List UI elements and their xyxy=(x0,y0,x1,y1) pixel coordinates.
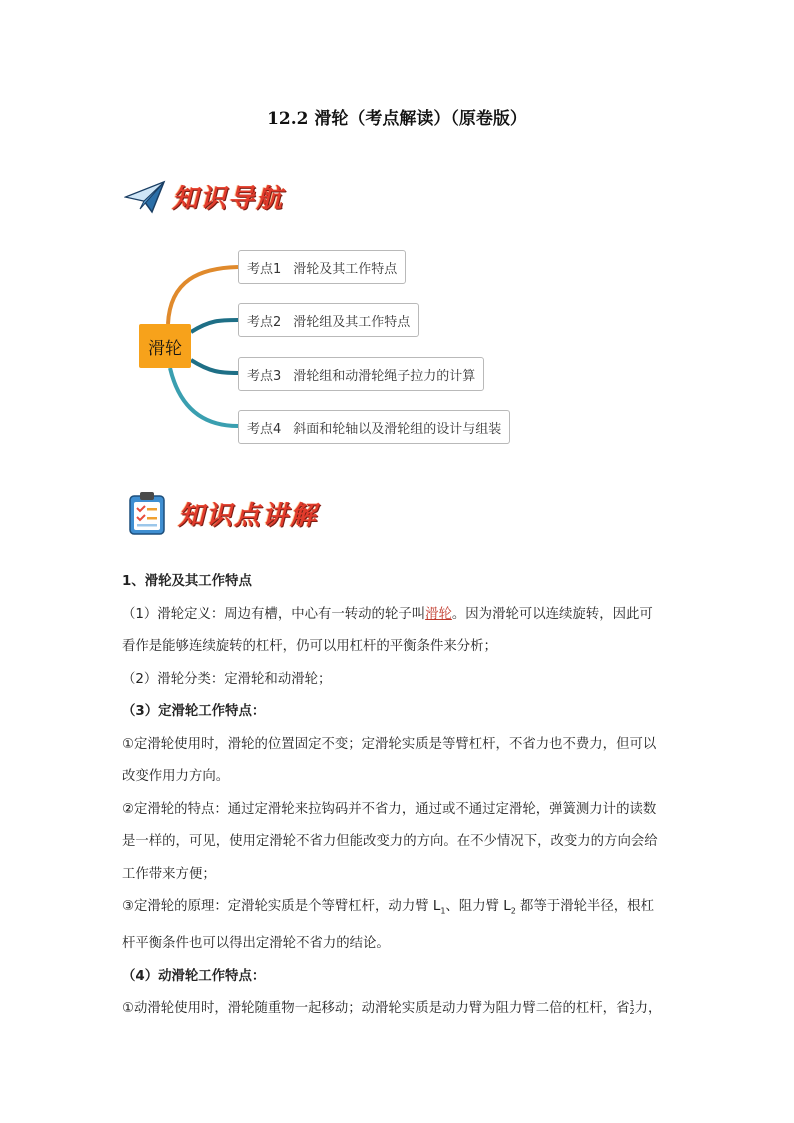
paragraph-definition-cont: 看作是能够连续旋转的杠杆，仍可以用杠杆的平衡条件来分析； xyxy=(122,639,497,654)
branch-code: 考点4 xyxy=(247,421,282,437)
paragraph-fixed-3: ③定滑轮的原理：定滑轮实质是个等臂杠杆，动力臂 $L_1$、阻力臂 $L_2$ 都等于滑轮半径，根杠 xyxy=(122,899,654,916)
paragraph-movable-1: ①动滑轮使用时，滑轮随重物一起移动；动滑轮实质是动力臂为阻力臂二倍的杠杆，省 1 2 力， xyxy=(122,999,662,1017)
branch-topic-4 xyxy=(238,410,510,444)
paragraph-fixed-1: ①定滑轮使用时，滑轮的位置固定不变；定滑轮实质是等臂杠杆，不省力也不费力，但可以 xyxy=(122,736,657,752)
subheading-movable-pulley: （4）动滑轮工作特点： xyxy=(122,968,266,984)
mind-map xyxy=(130,240,550,450)
page-title: 12.2 滑轮（考点解读）（原卷版） xyxy=(267,109,527,129)
branch-topic-3 xyxy=(238,357,484,391)
branch-text: 滑轮组和动滑轮绳子拉力的计算 xyxy=(293,368,476,384)
paragraph-fixed-2-end: 工作带来方便； xyxy=(122,866,216,882)
connector-3 xyxy=(191,360,238,373)
branch-topic-2 xyxy=(238,303,419,337)
branch-text: 斜面和轮轴以及滑轮组的设计与组装 xyxy=(293,421,502,437)
connector-1 xyxy=(168,267,238,324)
clipboard-checklist-icon xyxy=(128,490,166,536)
knowledge-points-banner xyxy=(128,490,318,536)
connector-2 xyxy=(191,320,238,332)
paragraph-definition: （1）滑轮定义：周边有槽，中心有一转动的轮子叫滑轮。因为滑轮可以连续旋转，因此可 xyxy=(122,606,653,622)
knowledge-nav-banner xyxy=(124,178,284,215)
fraction-half: 1 2 xyxy=(629,999,635,1017)
branch-topic-1 xyxy=(238,250,406,284)
branch-code: 考点3 xyxy=(247,368,282,384)
section-heading: 1、滑轮及其工作特点 xyxy=(122,574,252,589)
branch-code: 考点1 xyxy=(247,261,282,277)
term-pulley: 滑轮 xyxy=(425,606,452,622)
knowledge-points-label: 知识点讲解 xyxy=(178,500,319,531)
paper-plane-icon xyxy=(124,179,168,215)
branch-text: 滑轮及其工作特点 xyxy=(293,261,398,277)
knowledge-nav-label: 知识导航 xyxy=(172,184,285,214)
paragraph-fixed-1-cont: 改变作用力方向。 xyxy=(122,769,230,784)
branch-text: 滑轮组及其工作特点 xyxy=(293,314,411,330)
subheading-fixed-pulley: （3）定滑轮工作特点： xyxy=(122,704,266,719)
paragraph-fixed-2: ②定滑轮的特点：通过定滑轮来拉钩码并不省力，通过或不通过定滑轮，弹簧测力计的读数 xyxy=(122,801,657,817)
connector-4 xyxy=(170,368,238,426)
paragraph-fixed-2-cont: 是一样的，可见，使用定滑轮不省力但能改变力的方向。在不少情况下，改变力的方向会给 xyxy=(122,834,658,849)
branch-code: 考点2 xyxy=(247,314,282,330)
paragraph-fixed-3-cont: 杆平衡条件也可以得出定滑轮不省力的结论。 xyxy=(122,936,390,952)
mind-map-root: 滑轮 xyxy=(139,324,191,368)
paragraph-classification: （2）滑轮分类：定滑轮和动滑轮； xyxy=(122,671,332,687)
content-body xyxy=(122,566,682,1026)
